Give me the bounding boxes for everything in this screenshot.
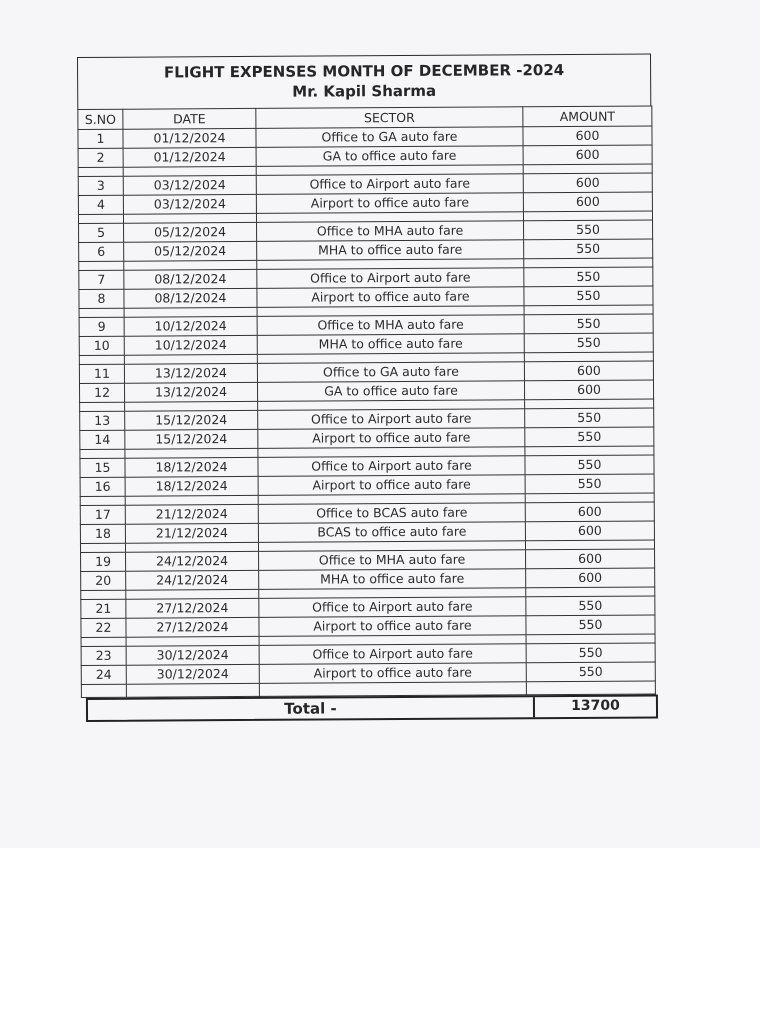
cell-date: 03/12/2024 [123,194,256,214]
sheet-subtitle: Mr. Kapil Sharma [292,81,437,101]
cell-sector: Office to GA auto fare [257,362,524,383]
cell-amount: 550 [526,643,655,663]
cell-date: 15/12/2024 [125,429,258,449]
cell-date: 24/12/2024 [126,551,259,571]
cell-amount: 550 [524,239,653,259]
column-header-date: DATE [123,108,256,129]
cell-sector: Office to Airport auto fare [258,409,525,430]
cell-date: 13/12/2024 [124,382,257,402]
cell-date: 01/12/2024 [123,147,256,167]
cell-amount: 600 [526,549,655,569]
cell-amount: 600 [524,361,653,381]
cell-amount: 600 [526,568,655,588]
cell-sector: MHA to office auto fare [257,240,524,261]
cell-sector: Airport to office auto fare [257,287,524,308]
cell-sno: 15 [80,458,125,477]
cell-sno: 6 [79,242,124,261]
cell-amount: 550 [526,596,655,616]
cell-sector: Office to Airport auto fare [259,644,526,665]
cell-sector: BCAS to office auto fare [258,522,525,543]
cell-sno: 12 [79,383,124,402]
cell-amount: 600 [524,380,653,400]
expense-sheet [77,53,655,718]
cell-date: 10/12/2024 [124,316,257,336]
cell-date: 18/12/2024 [125,476,258,496]
cell-date: 13/12/2024 [124,363,257,383]
cell-amount: 550 [524,286,653,306]
cell-date: 27/12/2024 [126,617,259,637]
cell-sno: 19 [81,552,126,571]
cell-sno: 21 [81,599,126,618]
cell-sno: 13 [80,411,125,430]
cell-sno: 14 [80,430,125,449]
cell-amount: 550 [524,267,653,287]
cell-amount: 550 [524,220,653,240]
cell-sno: 9 [79,317,124,336]
cell-amount: 600 [523,145,652,165]
cell-amount: 550 [524,333,653,353]
cell-amount: 550 [526,662,655,682]
cell-sno: 11 [79,364,124,383]
cell-sector: Office to MHA auto fare [259,550,526,571]
cell-sector: Airport to office auto fare [256,193,523,214]
cell-date: 21/12/2024 [125,523,258,543]
column-header-amount: AMOUNT [523,106,652,127]
sheet-header [77,53,651,109]
cell-sno: 5 [79,223,124,242]
cell-amount: 600 [523,126,652,146]
cell-sno: 17 [80,505,125,524]
table-body [78,126,655,697]
cell-date: 08/12/2024 [124,269,257,289]
cell-amount: 550 [525,427,654,447]
cell-date: 27/12/2024 [126,598,259,618]
total-row [86,694,658,721]
cell-amount: 550 [526,615,655,635]
cell-sector: Office to BCAS auto fare [258,503,525,524]
cell-sno: 18 [80,524,125,543]
cell-sno: 10 [79,336,124,355]
cell-sno: 8 [79,289,124,308]
cell-amount: 550 [525,455,654,475]
cell-sno: 7 [79,270,124,289]
total-label: Total - [88,697,535,720]
cell-sector: GA to office auto fare [257,381,524,402]
expense-table [77,105,656,698]
cell-date: 10/12/2024 [124,335,257,355]
cell-amount: 600 [525,521,654,541]
cell-sector: Airport to office auto fare [258,475,525,496]
cell-date: 05/12/2024 [124,222,257,242]
cell-sector: MHA to office auto fare [257,334,524,355]
cell-date: 30/12/2024 [126,645,259,665]
column-header-sector: SECTOR [256,107,523,129]
cell-amount: 600 [525,502,654,522]
cell-sector: Airport to office auto fare [259,616,526,637]
cell-amount: 550 [525,408,654,428]
cell-sno: 16 [80,477,125,496]
cell-sno: 4 [78,195,123,214]
cell-date: 15/12/2024 [125,410,258,430]
cell-sector: Office to Airport auto fare [256,174,523,195]
cell-sno: 23 [81,646,126,665]
cell-sector: Office to GA auto fare [256,127,523,148]
cell-sector: Office to MHA auto fare [257,221,524,242]
cell-sector: Office to MHA auto fare [257,315,524,336]
cell-sno: 2 [78,148,123,167]
cell-sector: Airport to office auto fare [259,663,526,684]
cell-date: 08/12/2024 [124,288,257,308]
column-header-sno: S.NO [78,109,123,129]
cell-sno: 20 [81,571,126,590]
cell-date: 01/12/2024 [123,128,256,148]
cell-amount: 550 [524,314,653,334]
cell-sno: 22 [81,618,126,637]
cell-sector: MHA to office auto fare [259,569,526,590]
cell-date: 30/12/2024 [126,664,259,684]
cell-sector: GA to office auto fare [256,146,523,167]
cell-date: 18/12/2024 [125,457,258,477]
cell-sector: Airport to office auto fare [258,428,525,449]
cell-sno: 3 [78,176,123,195]
cell-sno: 24 [81,665,126,684]
cell-date: 24/12/2024 [126,570,259,590]
total-amount: 13700 [571,697,620,714]
cell-amount: 600 [523,173,652,193]
cell-sector: Office to Airport auto fare [258,456,525,477]
cell-sector: Office to Airport auto fare [259,597,526,618]
cell-amount: 600 [523,192,652,212]
cell-sno: 1 [78,129,123,148]
sheet-title: FLIGHT EXPENSES MONTH OF DECEMBER -2024 [163,61,565,82]
cell-date: 21/12/2024 [125,504,258,524]
cell-date: 03/12/2024 [123,175,256,195]
cell-date: 05/12/2024 [124,241,257,261]
cell-amount: 550 [525,474,654,494]
cell-sector: Office to Airport auto fare [257,268,524,289]
